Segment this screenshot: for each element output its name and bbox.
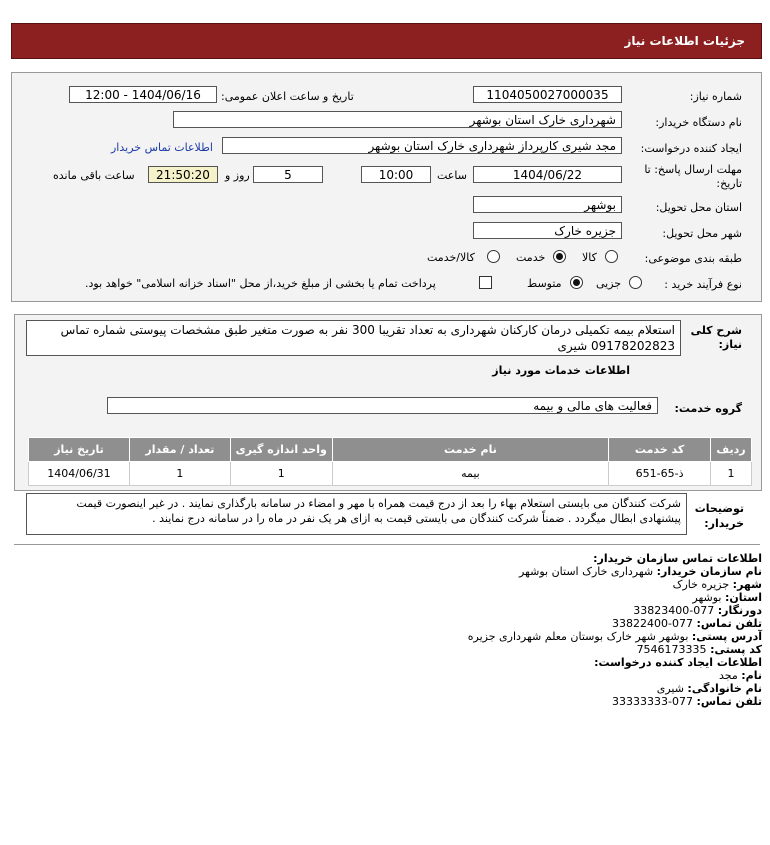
radio-medium[interactable] — [570, 276, 583, 289]
remaining-time-field: 21:50:20 — [148, 166, 218, 183]
city-label: شهر محل تحویل: — [662, 227, 742, 240]
creator-field[interactable]: مجد شیری کارپرداز شهرداری خارک استان بوشهر — [222, 137, 622, 154]
time-label: ساعت — [437, 169, 467, 182]
radio-minor[interactable] — [629, 276, 642, 289]
notes-label: توضیحات خریدار: — [694, 502, 744, 530]
services-header-row — [29, 438, 752, 462]
page-header — [11, 23, 762, 59]
radio-goods[interactable] — [605, 250, 618, 263]
need-number-field[interactable]: 1104050027000035 — [473, 86, 622, 103]
page-title: جزئیات اطلاعات نیاز — [624, 34, 745, 48]
summary-text: استعلام بیمه تکمیلی درمان کارکنان شهرداری به تعداد تقریبا 300 نفر به صورت متغیر طبق مشخصات پیوستی شماره تماس 09178202823 شیری — [26, 320, 681, 356]
contact-postal: کد پستی: 7546173335 — [636, 643, 762, 656]
notes-text: شرکت کنندگان می بایستی استعلام بهاء را بعد از درج قیمت همراه با مهر و امضاء در سامانه بارگذاری نمایند . در غیر اینصورت قیمت پیشنهادی ابطال میگردد . ضمناً شرکت کنندگان می بایستی قیمت به ازای هر یک نفر در ماه را در سامانه درج نمایند . — [26, 493, 687, 535]
city-field[interactable]: جزیره خارک — [473, 222, 622, 239]
process-label: نوع فرآیند خرید : — [664, 278, 742, 291]
col-name: نام خدمت — [332, 438, 608, 462]
notes-divider — [14, 544, 760, 545]
cell-qty: 1 — [129, 462, 230, 486]
col-code: کد خدمت — [609, 438, 711, 462]
cell-name: بیمه — [332, 462, 608, 486]
col-date: تاریخ نیاز — [29, 438, 130, 462]
buyer-org-label: نام دستگاه خریدار: — [655, 116, 742, 129]
buyer-contact-link[interactable]: اطلاعات تماس خریدار — [111, 141, 213, 154]
table-row[interactable] — [29, 462, 752, 486]
radio-medium-label: متوسط — [527, 277, 562, 290]
radio-goods-service[interactable] — [487, 250, 500, 263]
col-row: ردیف — [711, 438, 752, 462]
creator-label: ایجاد کننده درخواست: — [640, 142, 742, 155]
col-unit: واحد اندازه گیری — [230, 438, 332, 462]
service-group-field[interactable]: فعالیت های مالی و بیمه — [107, 397, 658, 414]
summary-label: شرح کلی نیاز: — [690, 324, 742, 351]
col-qty: تعداد / مقدار — [129, 438, 230, 462]
remaining-label: ساعت باقی مانده — [53, 169, 135, 182]
treasury-checkbox[interactable] — [479, 276, 492, 289]
treasury-text: پرداخت تمام یا بخشی از مبلغ خرید،از محل "اسناد خزانه اسلامی" خواهد بود. — [85, 277, 436, 290]
radio-service-label: خدمت — [516, 251, 546, 264]
announce-field[interactable]: 1404/06/16 - 12:00 — [69, 86, 217, 103]
contact-block — [262, 552, 762, 708]
services-table — [28, 437, 752, 486]
contact-org: نام سازمان خریدار: شهرداری خارک استان بوشهر — [518, 565, 762, 578]
contact-city: شهر: جزیره خارک — [672, 578, 762, 591]
services-title: اطلاعات خدمات مورد نیاز — [492, 364, 630, 377]
radio-goods-service-label: کالا/خدمت — [427, 251, 475, 264]
creator-family: نام خانوادگی: شیری — [656, 682, 762, 695]
contact-address: آدرس پستی: بوشهر شهر خارک بوستان معلم شهرداری جزیره — [467, 630, 762, 643]
deadline-label: مهلت ارسال پاسخ: تا تاریخ: — [644, 163, 742, 190]
creator-title: اطلاعات ایجاد کننده درخواست: — [594, 656, 762, 669]
category-label: طبقه بندی موضوعی: — [644, 252, 742, 265]
contact-fax: دورنگار: 077-33823400 — [633, 604, 762, 617]
contact-province: استان: بوشهر — [692, 591, 762, 604]
cell-date: 1404/06/31 — [29, 462, 130, 486]
contact-title: اطلاعات تماس سازمان خریدار: — [593, 552, 762, 565]
days-label: روز و — [225, 169, 250, 182]
cell-code: ذ-65-651 — [609, 462, 711, 486]
contact-phone: تلفن تماس: 077-33822400 — [612, 617, 762, 630]
province-field[interactable]: بوشهر — [473, 196, 622, 213]
need-number-label: شماره نیاز: — [689, 90, 742, 103]
radio-minor-label: جزیی — [596, 277, 622, 290]
creator-phone: تلفن تماس: 077-33333333 — [612, 695, 762, 708]
creator-name: نام: مجد — [718, 669, 762, 682]
deadline-time-field[interactable]: 10:00 — [361, 166, 431, 183]
days-field[interactable]: 5 — [253, 166, 323, 183]
buyer-org-field[interactable]: شهرداری خارک استان بوشهر — [173, 111, 622, 128]
radio-goods-label: کالا — [582, 251, 597, 264]
province-label: استان محل تحویل: — [655, 201, 742, 214]
radio-service[interactable] — [553, 250, 566, 263]
service-group-label: گروه خدمت: — [674, 402, 742, 415]
cell-unit: 1 — [230, 462, 332, 486]
announce-label: تاریخ و ساعت اعلان عمومی: — [221, 90, 354, 103]
deadline-date-field[interactable]: 1404/06/22 — [473, 166, 622, 183]
cell-row: 1 — [711, 462, 752, 486]
